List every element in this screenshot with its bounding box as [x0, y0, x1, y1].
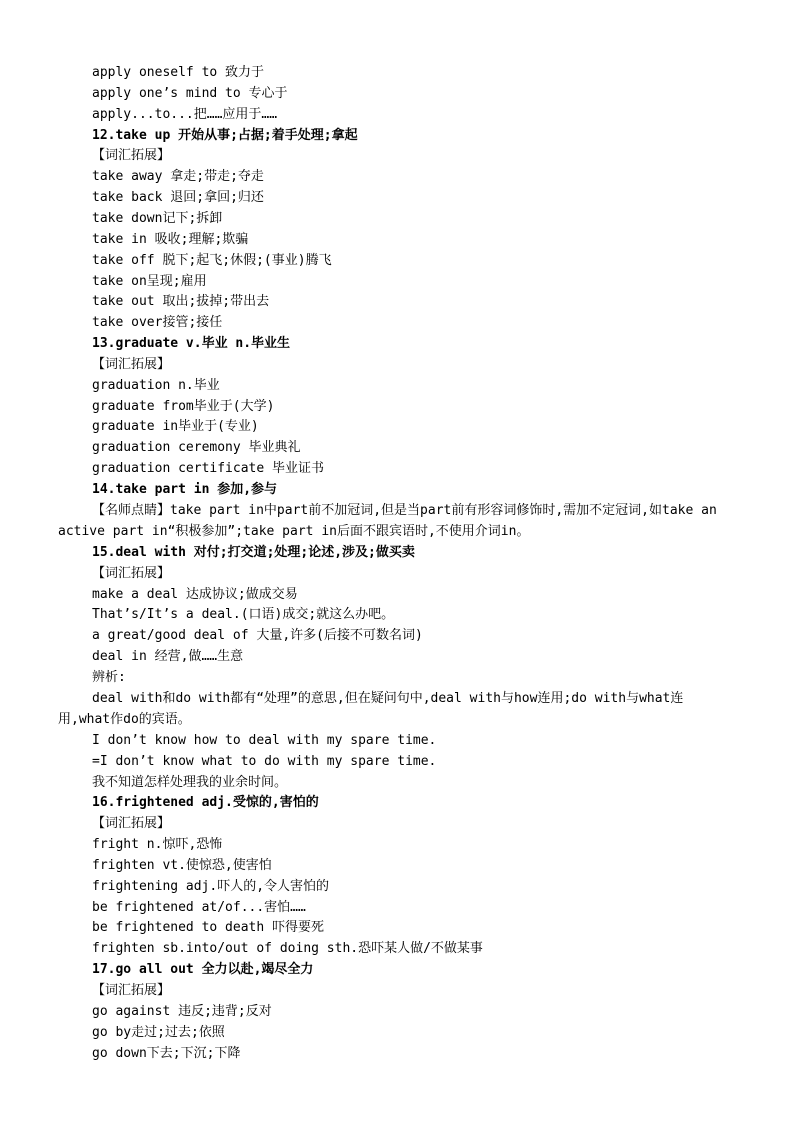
- entry-line: apply one’s mind to 专心于: [92, 85, 288, 101]
- entry-line: go against 违反;违背;反对: [92, 1003, 272, 1019]
- entry-line: 【词汇拓展】: [92, 148, 171, 164]
- entry-line: frightening adj.吓人的,令人害怕的: [92, 878, 330, 894]
- entry-line: take out 取出;拔掉;带出去: [92, 294, 270, 310]
- entry-line: fright n.惊吓,恐怖: [92, 837, 223, 853]
- entry-line: graduation ceremony 毕业典礼: [92, 440, 301, 456]
- entry-line: make a deal 达成协议;做成交易: [92, 586, 298, 602]
- entry-line: 【词汇拓展】: [92, 356, 171, 372]
- entry-line: be frightened to death 吓得要死: [92, 920, 325, 936]
- entry-line: apply...to...把……应用于……: [92, 106, 278, 122]
- entry-line: graduation certificate 毕业证书: [92, 461, 325, 477]
- entry-line: apply oneself to 致力于: [92, 65, 265, 80]
- entry-line: That’s/It’s a deal.(口语)成交;就这么办吧。: [92, 607, 395, 623]
- entry-line: take down记下;拆卸: [92, 210, 223, 226]
- entry-heading: 14.take part in 参加,参与: [92, 482, 278, 497]
- entry-line: 我不知道怎样处理我的业余时间。: [92, 774, 288, 790]
- entry-line: go by走过;过去;依照: [92, 1024, 225, 1040]
- entry-line: graduation n.毕业: [92, 377, 220, 393]
- entry-heading: 15.deal with 对付;打交道;处理;论述,涉及;做买卖: [92, 544, 415, 560]
- entry-line: take off 脱下;起飞;休假;(事业)腾飞: [92, 252, 332, 268]
- entry-line: 【词汇拓展】: [92, 983, 171, 998]
- entry-line: a great/good deal of 大量,许多(后接不可数名词): [92, 628, 423, 644]
- entry-line: frighten sb.into/out of doing sth.恐吓某人做/不做某事: [92, 941, 483, 957]
- entry-line: graduate from毕业于(大学): [92, 398, 275, 414]
- entry-heading: 13.graduate v.毕业 n.毕业生: [92, 336, 291, 352]
- entry-line: go down下去;下沉;下降: [92, 1045, 241, 1061]
- entry-line: I don’t know how to deal with my spare time.: [92, 732, 437, 748]
- entry-line: deal in 经营,做……生意: [92, 649, 244, 665]
- entry-line: take in 吸收;理解;欺骗: [92, 231, 249, 247]
- entry-line: take back 退回;拿回;归还: [92, 190, 264, 206]
- entry-line: take away 拿走;带走;夺走: [92, 169, 264, 185]
- entry-line: 辨析:: [92, 669, 126, 685]
- entry-line: =I don’t know what to do with my spare time.: [92, 753, 437, 769]
- entry-heading: 12.take up 开始从事;占据;着手处理;拿起: [92, 127, 358, 143]
- entry-line: take on呈现;雇用: [92, 273, 207, 289]
- entry-heading: 16.frightened adj.受惊的,害怕的: [92, 795, 319, 811]
- note-paragraph: 【名师点睛】take part in中part前不加冠词,但是当part前有形容词修饰时,需加不定冠词,如take an active part in“积极参加”;take part in后面不跟宾语时,不使用介词in。: [58, 502, 717, 539]
- entry-line: 【词汇拓展】: [92, 816, 171, 832]
- entry-line: frighten vt.使惊恐,使害怕: [92, 857, 272, 873]
- entry-heading: 17.go all out 全力以赴,竭尽全力: [92, 962, 314, 978]
- entry-line: graduate in毕业于(专业): [92, 419, 259, 435]
- entry-line: be frightened at/of...害怕……: [92, 899, 306, 915]
- entry-line: take over接管;接任: [92, 315, 223, 331]
- entry-line: 【词汇拓展】: [92, 565, 171, 581]
- note-paragraph: deal with和do with都有“处理”的意思,但在疑问句中,deal with与how连用;do with与what连用,what作do的宾语。: [58, 690, 684, 727]
